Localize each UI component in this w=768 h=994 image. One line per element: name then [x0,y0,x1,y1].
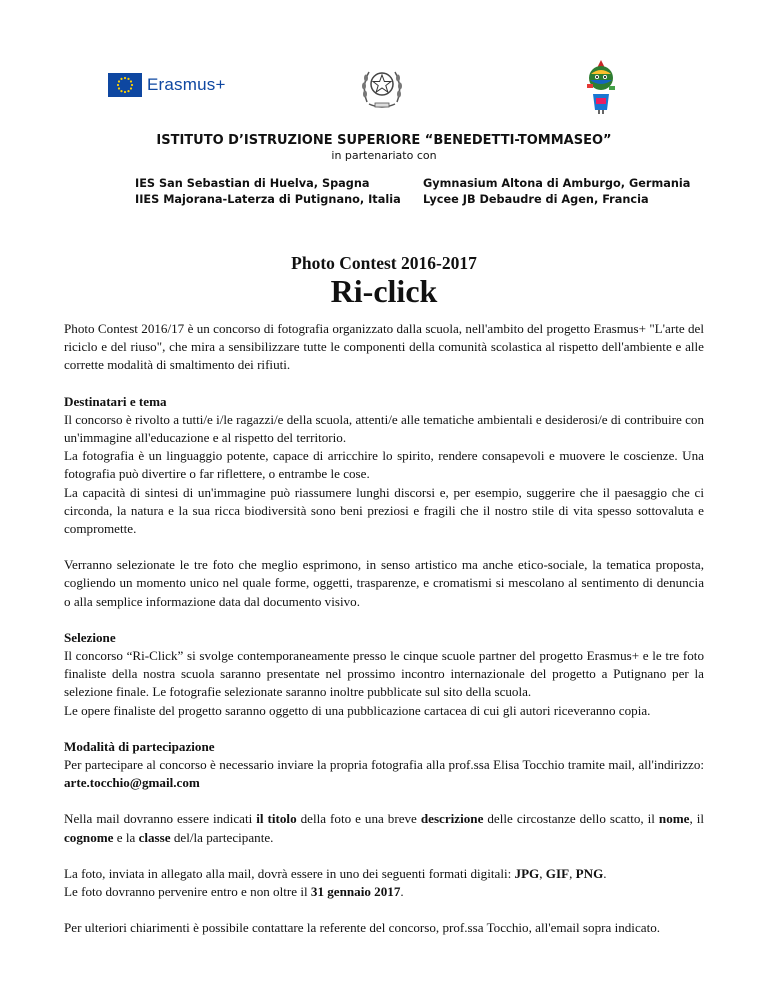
selection-criteria-paragraph: Verranno selezionate le tre foto che meglio esprimono, in senso artistico ma anche etico-sociale, la tematica proposta, cogliendo un momento unico nel quale forme, oggetti, trasparenze, e cromatismi si mescolano al sentimento di denuncia o alla semplice informazione data dal documento visivo. [64,557,704,609]
text-run: Nella mail dovranno essere indicati [64,811,257,827]
section-heading-selezione: Selezione [64,629,116,645]
closing-paragraph: Per ulteriori chiarimenti è possibile contattare la referente del concorso, prof.ssa Tocchio, all'email sopra indicato. [64,920,661,936]
selezione-paragraph-1: Il concorso “Ri-Click” si svolge contemporaneamente presso le cinque scuole partner del progetto Erasmus+ e le tre foto finaliste della nostra scuola saranno presentate nel prossimo incontro internazionale del progetto a Putignano per la selezione finale. Le fotografie selezionate saranno inoltre pubblicate sul sito della scuola. [64,648,704,700]
bold-run: classe [138,829,171,845]
format-png: PNG [575,865,604,881]
text-run: . [400,884,404,900]
partner-school: Lycee JB Debaudre di Agen, Francia [423,193,649,206]
partner-note: in partenariato con [331,149,437,162]
text-run: . [603,865,607,881]
document-body [64,320,704,955]
text-run: Le foto dovranno pervenire entro e non oltre il [64,884,311,900]
text-run: , il [689,811,705,827]
mail-info-paragraph [64,810,704,846]
bold-run: nome [658,811,690,827]
section-heading-partecipazione: Modalità di partecipazione [64,738,215,754]
text-run: , [569,865,576,881]
text-run: , [539,865,546,881]
intro-paragraph: Photo Contest 2016/17 è un concorso di fotografia organizzato dalla scuola, nell'ambito del progetto Erasmus+ "L'arte del riciclo e del riuso", che mira a sensibilizzare tutte le componenti della comunità scolastica al rispetto dell'ambiente e alle corrette modalità di smaltimento dei rifiuti. [64,321,704,373]
format-gif: GIF [545,865,570,881]
eu-flag-icon [108,73,142,97]
italian-emblem-icon [359,62,405,112]
erasmus-logo [108,73,226,97]
text-run: La foto, inviata in allegato alla mail, dovrà essere in uno dei seguenti formati digitali: [64,865,515,881]
text-run: e la [113,829,139,845]
partecipazione-text: Per partecipare al concorso è necessario inviare la propria fotografia alla prof.ssa Elisa Tocchio tramite mail, all'indirizzo: [64,757,704,773]
format-jpg: JPG [514,865,540,881]
contest-title: Ri-click [330,273,438,309]
bold-run: cognome [64,829,114,845]
school-title: ISTITUTO D’ISTRUZIONE SUPERIORE “BENEDETTI-TOMMASEO” [156,133,612,148]
partecipazione-paragraph [64,756,704,792]
partner-school: IES San Sebastian di Huelva, Spagna [135,177,370,190]
deadline-date: 31 gennaio 2017 [310,884,401,900]
text-run: delle circostanze dello scatto, il [483,811,659,827]
text-run: del/la partecipante. [170,829,274,845]
partner-school: IIES Majorana-Laterza di Putignano, Italia [135,193,401,206]
bold-run: il titolo [256,811,297,827]
bold-run: descrizione [420,811,484,827]
destinatari-paragraph-2: La fotografia è un linguaggio potente, capace di arricchire lo spirito, rendere consapevoli e muovere le coscienze. Una fotografia può divertire o far riflettere, o entrambe le cose. [64,448,704,482]
contest-subtitle: Photo Contest 2016-2017 [291,253,477,273]
partner-list-right [423,176,690,208]
partner-school: Gymnasium Altona di Amburgo, Germania [423,177,691,190]
contact-email[interactable]: arte.tocchio@gmail.com [64,775,200,791]
logo-bar [0,58,768,118]
formats-paragraph [64,865,704,901]
partner-list-left [135,176,401,208]
destinatari-paragraph-1: Il concorso è rivolto a tutti/e i/le ragazzi/e della scuola, attenti/e alle tematiche ambientali e desiderosi/e di contribuire con un'immagine all'educazione e al rispetto del territorio. [64,411,704,446]
erasmus-label: Erasmus+ [147,75,226,94]
text-run: della foto e una breve [296,811,421,827]
section-heading-destinatari: Destinatari e tema [64,393,167,409]
destinatari-paragraph-3: La capacità di sintesi di un'immagine può riassumere lunghi discorsi e, per esempio, suggerire che il paesaggio che ci circonda, la natura e la sua ricca biodiversità sono beni preziosi e fragili che il nostro stile di vita spesso sottovaluta e compromette. [64,484,704,537]
selezione-paragraph-2: Le opere finaliste del progetto saranno oggetto di una pubblicazione cartacea di cui gli autori riceveranno copia. [64,702,651,718]
project-mascot-icon [583,58,619,116]
